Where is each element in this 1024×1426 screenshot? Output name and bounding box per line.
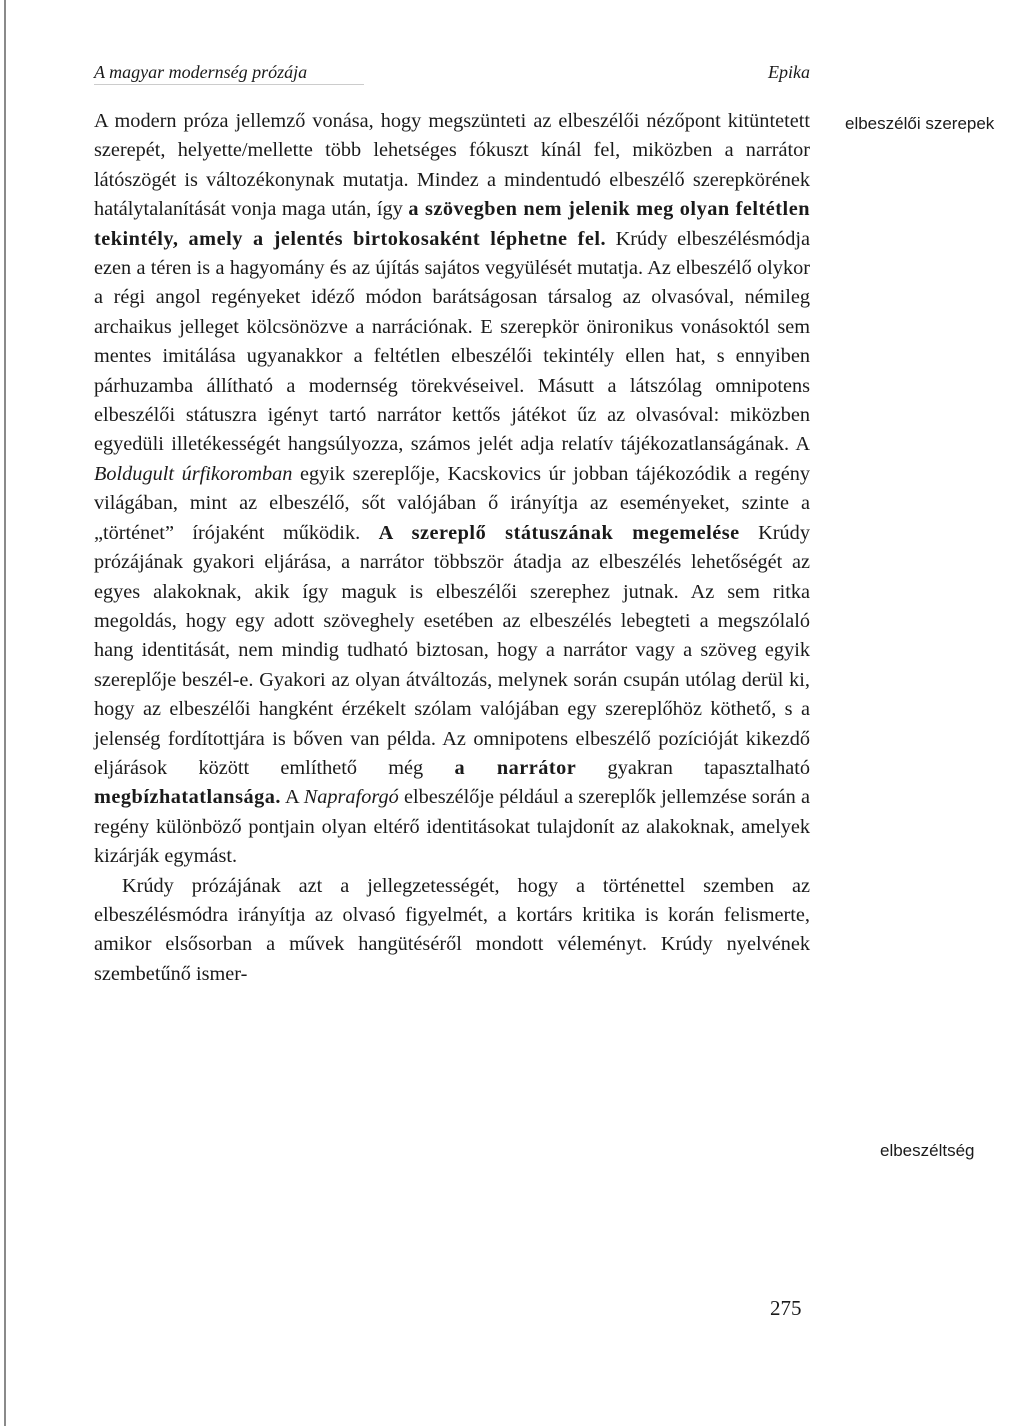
paragraph	[94, 107, 810, 872]
bold-phrase: a narrátor	[454, 756, 577, 779]
text-run: A	[280, 786, 304, 809]
margin-note-narratedness: elbeszéltség	[880, 1141, 975, 1160]
running-header-section: Epika	[768, 62, 810, 82]
page-number: 275	[770, 1296, 802, 1320]
bold-phrase: megbízhatatlansága.	[94, 786, 281, 809]
bold-phrase: A szereplő státuszának megemelése	[378, 521, 740, 544]
text-run: elbeszélője például a szereplők jellemzése során a regény különböző pontjain olyan eltérő identitásokat tulajdonít az alakoknak, amelyek kizárják egymást.	[94, 786, 810, 868]
italic-title: Boldugult úrfikoromban	[94, 462, 293, 485]
running-header	[94, 62, 814, 92]
running-header-title: A magyar modernség prózája	[94, 62, 308, 82]
text-run: Krúdy prózájának azt a jellegzetességét, hogy a történettel szemben az elbeszélésmódra irányítja az olvasó figyelmét, a kortárs kritika is korán felismerte, amikor elsősorban a művek hangütéséről mondott véleményt. Krúdy nyelvének szembetűnő ismer-	[94, 874, 810, 985]
text-run: Krúdy prózájának gyakori eljárása, a narrátor többször átadja az elbeszélés lehetőségét az egyes alakoknak, akik így maguk is elbeszélői szerephez jutnak. Az sem ritka megoldás, hogy egy adott szöveghely esetében az elbeszélés lebegteti a megszólaló hang identitását, nem mindig tudható biztosan, hogy a narrátor vagy a szöveg egyik szereplője beszél-e. Gyakori az olyan átváltozás, melynek során csupán utólag derül ki, hogy az elbeszélői hangként érzékelt szólam valójában egy szereplőhöz köthető, s a jelenség fordítottjára is bőven van példa. Az omnipotens elbeszélő pozícióját kikezdő eljárások között említhető még	[94, 521, 810, 779]
text-run: egyik szereplője, Kacskovics úr jobban tájékozódik a regény világában, mint az elbeszélő, sőt valójában ő irányítja az eseményeket, szinte a „történet” írójaként működik.	[94, 462, 810, 544]
paragraph	[94, 872, 810, 990]
body-text	[94, 107, 810, 989]
page-edge	[4, 0, 6, 1426]
bold-phrase: a szövegben nem jelenik meg olyan feltétlen tekintély, amely a jelentés birtokosaként léphetne fel.	[94, 198, 810, 250]
text-run: gyakran tapasztalható	[576, 756, 810, 779]
text-run: Krúdy elbeszélésmódja ezen a téren is a hagyomány és az újítás sajátos vegyülését mutatja. Az elbeszélő olykor a régi angol regényeket idéző módon barátságosan társalog az olvasóval, némileg archaikus jelleget kölcsönözve a narrációnak. E szerepkör önironikus vonásoktól sem mentes imitálása ugyanakkor a feltétlen elbeszélői tekintély ellen hat, s ennyiben párhuzamba állítható a modernség törekvéseivel. Másutt a látszólag omnipotens elbeszélői státuszra igényt tartó narrátor kettős játékot űz az olvasóval: miközben egyedüli illetékességét hangsúlyozza, számos jelét adja relatív tájékozatlanságának. A	[94, 227, 810, 456]
italic-title: Napraforgó	[303, 786, 399, 809]
margin-note-narrator-roles: elbeszélői szerepek	[845, 114, 995, 133]
header-rule	[94, 84, 364, 85]
text-run: A modern próza jellemző vonása, hogy megszünteti az elbeszélői nézőpont kitüntetett szerepét, helyette/mellette több lehetséges fókuszt kínál fel, miközben a narrátor látószögét is változékonynak mutatja. Mindez a mindentudó elbeszélő szerepkörének hatálytalanítását vonja maga után, így	[94, 110, 810, 221]
